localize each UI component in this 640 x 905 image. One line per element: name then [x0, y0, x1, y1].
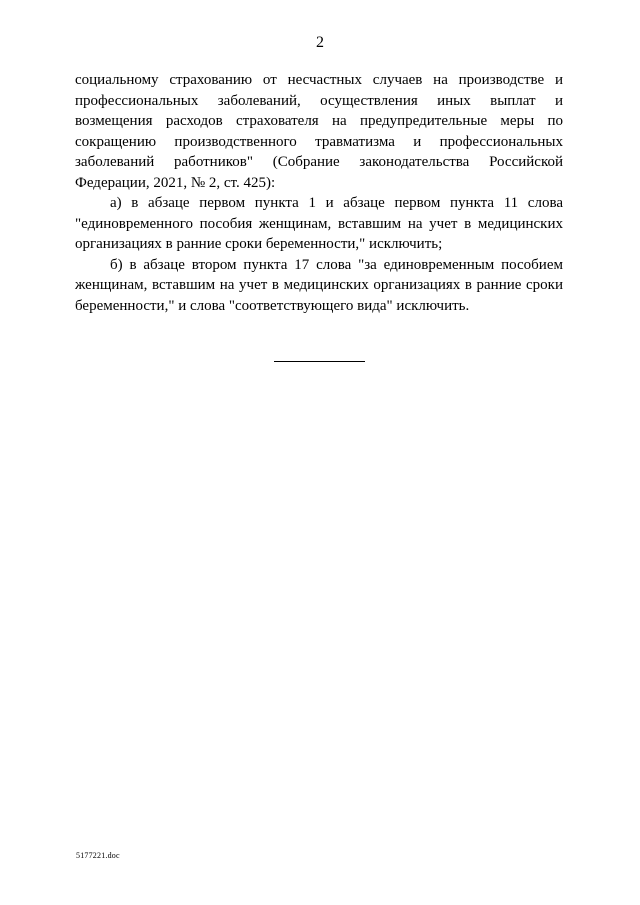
- paragraph-item-b: б) в абзаце втором пункта 17 слова "за единовременным пособием женщинам, вставшим на учет в медицинских организациях в ранние сроки беременности," и слова "соответствующего вида" исключить.: [75, 256, 563, 314]
- paragraph-intro: социальному страхованию от несчастных случаев на производстве и профессиональных заболеваний, осуществления иных выплат и возмещения расходов страхователя на предупредительные меры по сокращению производственного травматизма и профессиональных заболеваний работников" (Собрание законодательства Российской Федерации, 2021, № 2, ст. 425):: [75, 72, 563, 191]
- document-file-id: 5177221.doc: [76, 851, 120, 860]
- paragraph-item-a: а) в абзаце первом пункта 1 и абзаце первом пункта 11 слова "единовременного пособия женщинам, вставшим на учет в медицинских организациях в ранние сроки беременности," исключить;: [75, 195, 563, 252]
- document-body: [75, 70, 563, 316]
- page-number: 2: [316, 34, 324, 51]
- separator-line: [274, 361, 365, 362]
